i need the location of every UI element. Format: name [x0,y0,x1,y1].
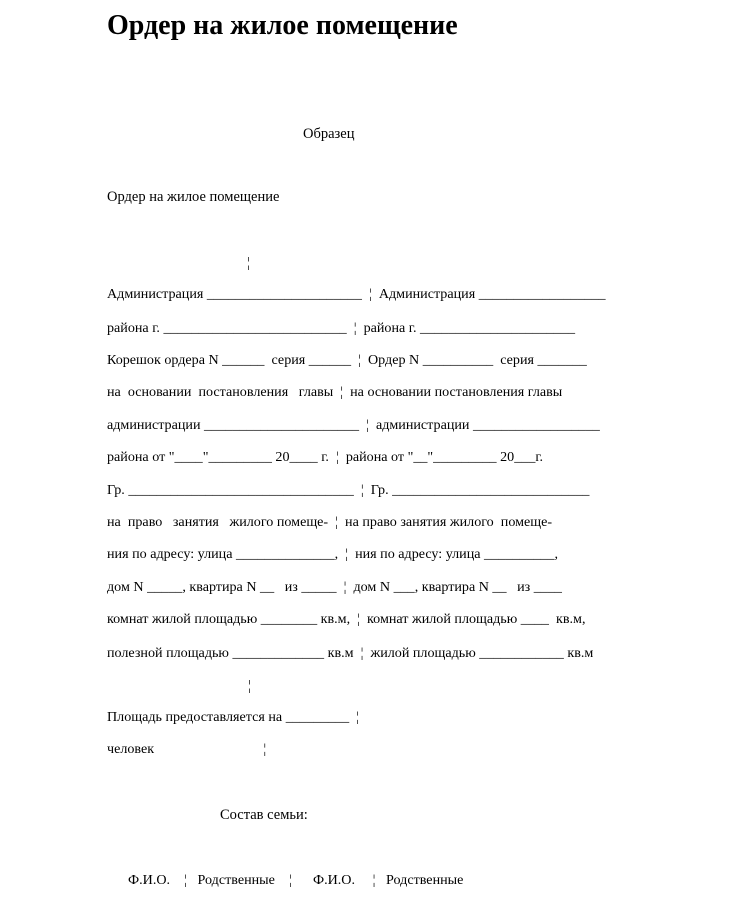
form-line-address: ния по адресу: улица ______________, ¦ ния по адресу: улица __________, [107,546,559,562]
form-line-order-number: Корешок ордера N ______ серия ______ ¦ Ордер N __________ серия _______ [107,352,587,368]
page-title: Ордер на жилое помещение [107,10,458,41]
sample-label: Образец [303,126,355,142]
form-line-district: района г. __________________________ ¦ района г. ______________________ [107,320,576,336]
form-line-persons: человек ¦ [107,741,267,757]
family-table-header: Ф.И.О. ¦ Родственные ¦ Ф.И.О. ¦ Родственные [128,872,464,888]
form-line-basis: на основании постановления главы ¦ на основании постановления главы [107,384,563,400]
family-composition-label: Состав семьи: [220,807,308,823]
form-line-head-administration: администрации ______________________ ¦ администрации __________________ [107,417,600,433]
divider-mark: ¦ [248,678,251,694]
form-line-right: на право занятия жилого помеще- ¦ на право занятия жилого помеще- [107,514,553,530]
form-line-rooms: комнат жилой площадью ________ кв.м, ¦ комнат жилой площадью ____ кв.м, [107,611,586,627]
form-line-date: района от "____"_________ 20____ г. ¦ района от "__"_________ 20___г. [107,449,544,465]
form-line-area: полезной площадью _____________ кв.м ¦ жилой площадью ____________ кв.м [107,645,594,661]
form-line-area-provided: Площадь предоставляется на _________ ¦ [107,709,360,725]
form-line-citizen: Гр. ________________________________ ¦ Гр. ____________________________ [107,482,590,498]
divider-mark: ¦ [247,255,250,271]
document-subtitle: Ордер на жилое помещение [107,189,280,205]
form-line-administration: Администрация ______________________ ¦ Администрация __________________ [107,286,606,302]
form-line-house: дом N _____, квартира N __ из _____ ¦ дом N ___, квартира N __ из ____ [107,579,562,595]
